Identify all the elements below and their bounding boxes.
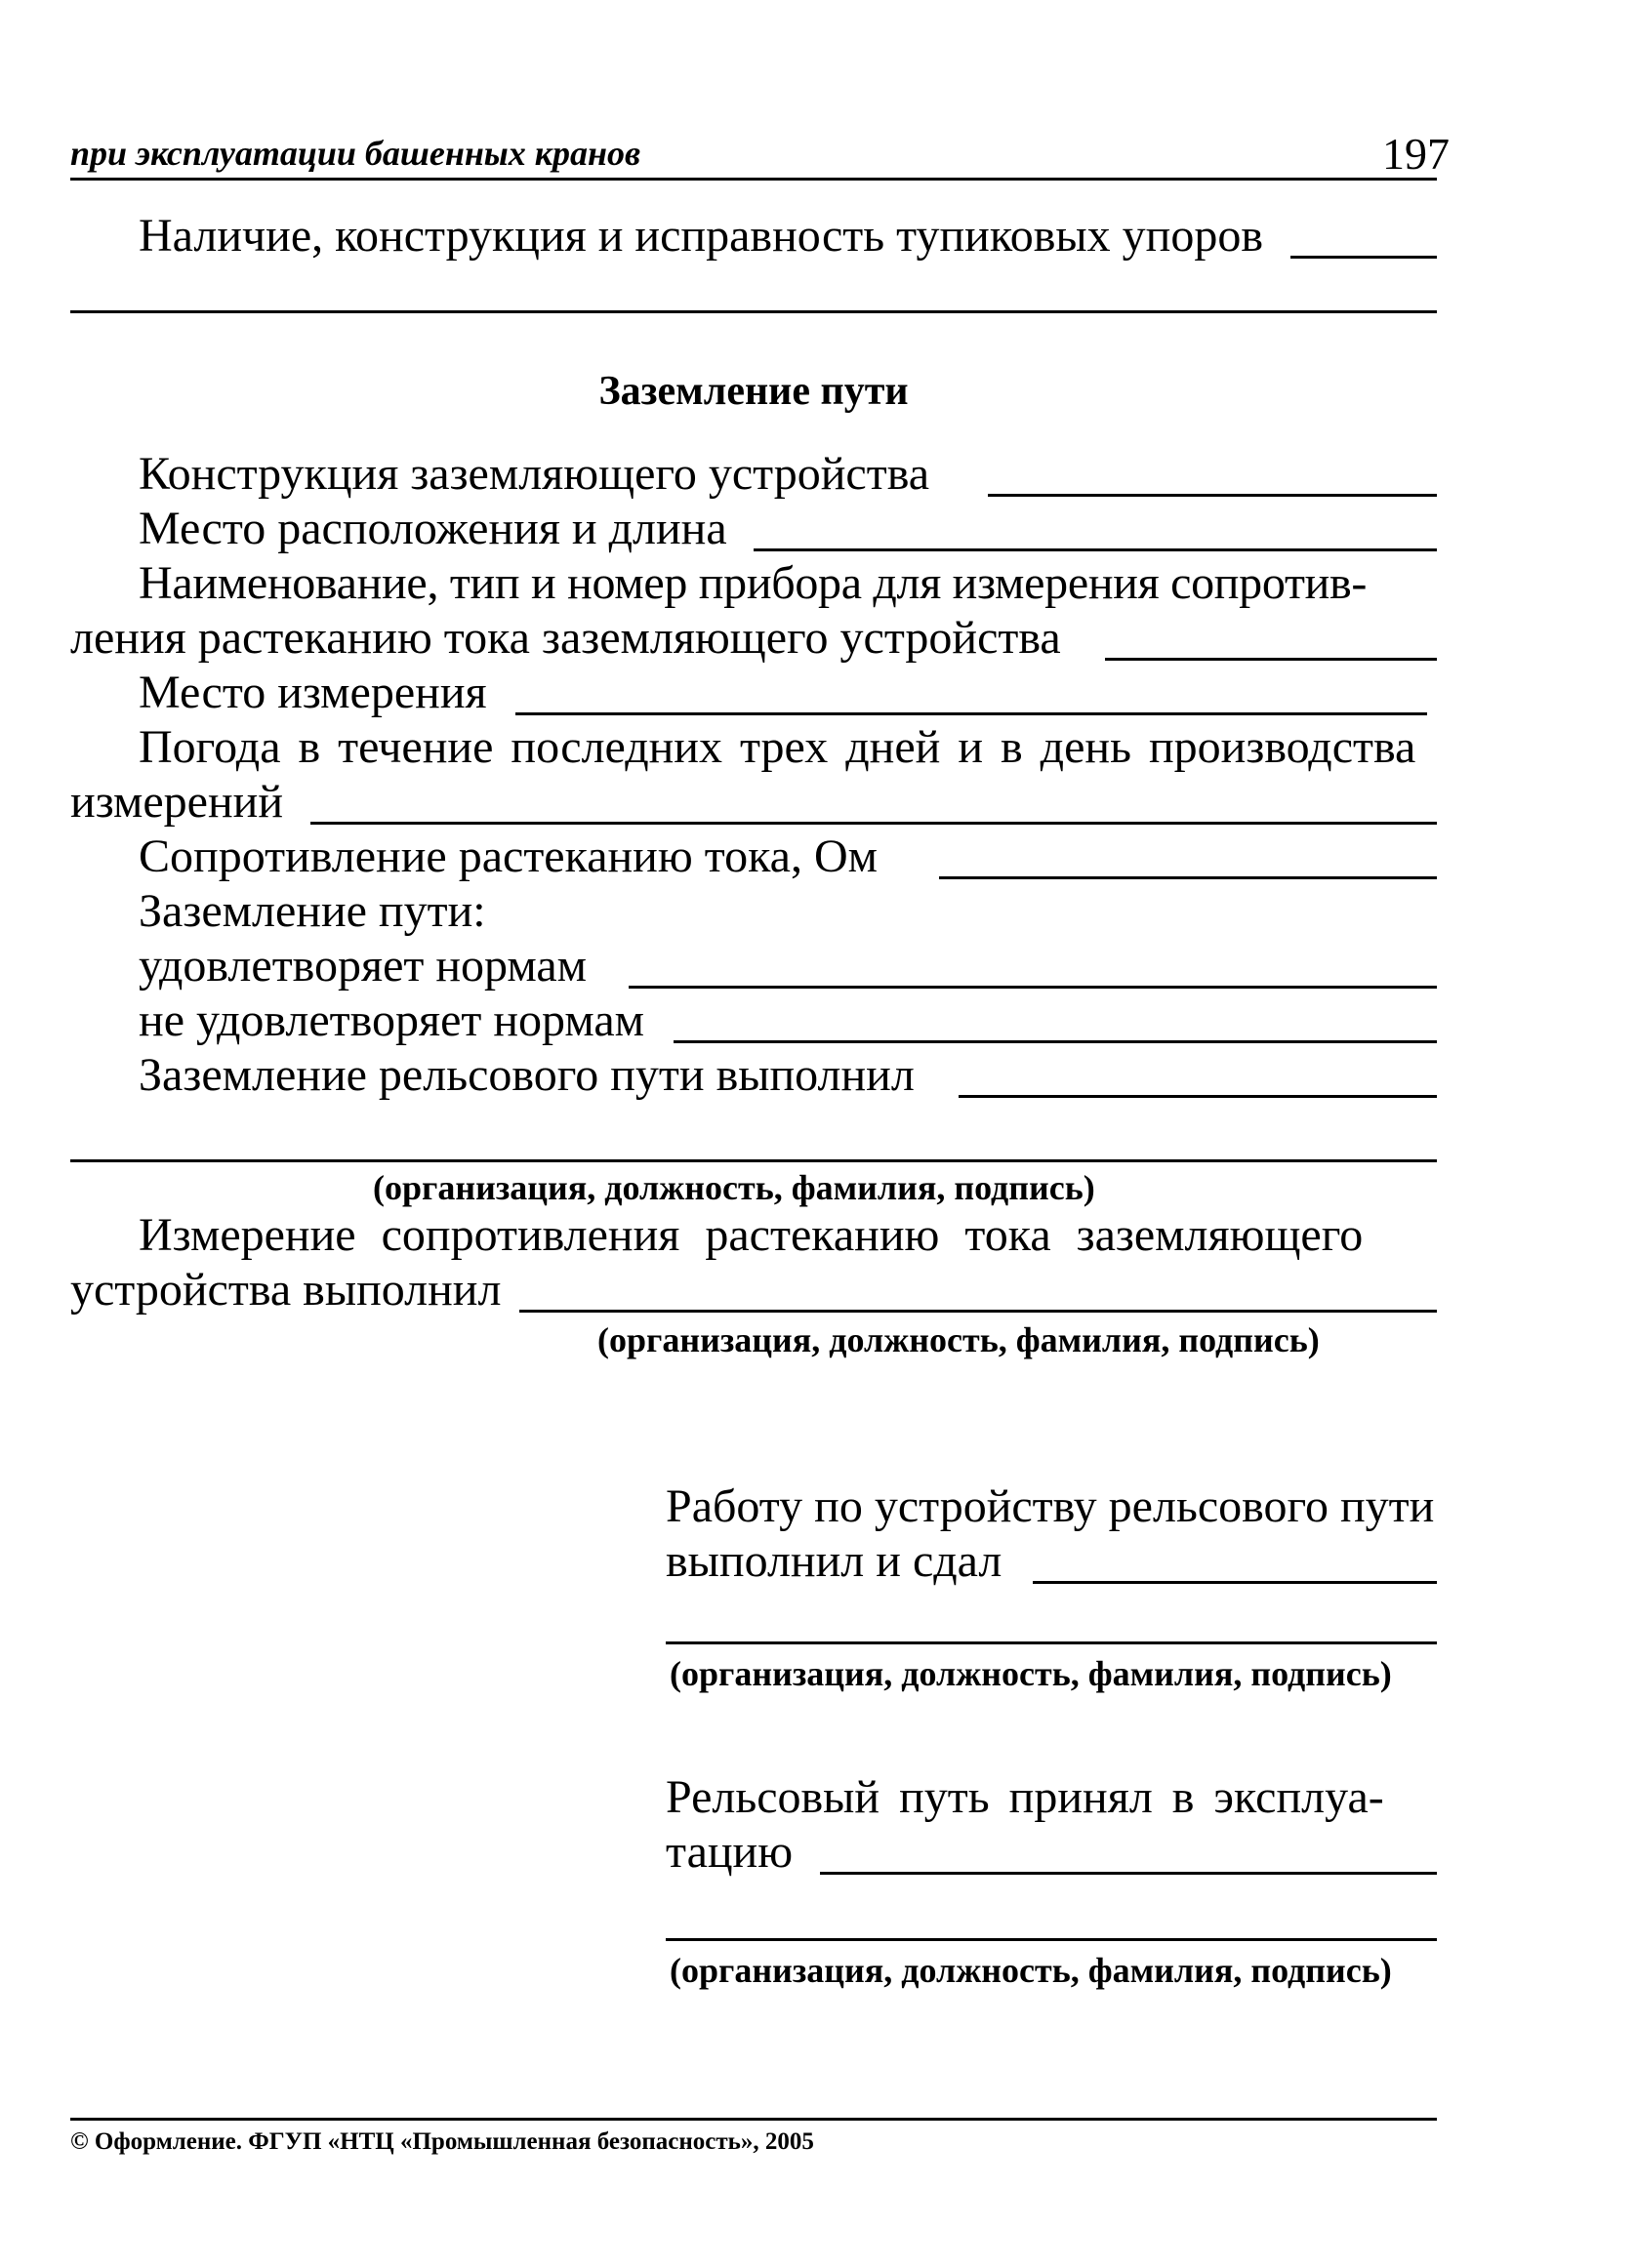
- copyright: © Оформление. ФГУП «НТЦ «Промышленная безопасность», 2005: [70, 2128, 814, 2155]
- resistance-label: Сопротивление растеканию тока, Ом: [139, 830, 879, 882]
- weather-line-1: Погода в течение последних трех дней и в день производства: [139, 721, 1416, 773]
- work-blank-full: [666, 1641, 1437, 1644]
- instrument-line-2: ления растеканию тока заземляющего устройства: [70, 612, 1061, 664]
- accept-blank-full: [666, 1938, 1437, 1941]
- instrument-line-1: Наименование, тип и номер прибора для измерения сопротив-: [139, 557, 1368, 609]
- not-meets-norms-blank: [674, 1040, 1437, 1043]
- accept-line-2: тацию: [666, 1826, 794, 1878]
- footer-rule: [70, 2118, 1437, 2121]
- meets-norms-label: удовлетворяет нормам: [139, 940, 588, 992]
- grounding-done-blank-full: [70, 1159, 1437, 1162]
- header-rule: [70, 178, 1437, 181]
- stops-blank-full: [70, 310, 1437, 313]
- accept-blank: [820, 1872, 1437, 1875]
- grounding-label: Заземление пути:: [139, 885, 486, 937]
- measure-place-label: Место измерения: [139, 667, 487, 718]
- resistance-blank: [939, 876, 1437, 879]
- weather-blank: [310, 822, 1437, 825]
- work-blank: [1033, 1581, 1437, 1584]
- location-length-blank: [754, 548, 1437, 551]
- stops-text: Наличие, конструкция и исправность тупиковых упоров: [139, 210, 1263, 262]
- section-title: Заземление пути: [598, 369, 909, 414]
- meets-norms-blank: [629, 986, 1437, 989]
- caption-1: (организация, должность, фамилия, подпись): [373, 1168, 1095, 1207]
- page-number: 197: [1382, 129, 1450, 179]
- stops-blank: [1290, 256, 1437, 259]
- work-line-1: Работу по устройству рельсового пути: [666, 1480, 1435, 1532]
- measurement-blank: [519, 1310, 1437, 1313]
- caption-2: (организация, должность, фамилия, подпись): [597, 1320, 1320, 1359]
- measurement-line-1: Измерение сопротивления растеканию тока заземляющего: [139, 1209, 1364, 1261]
- measure-place-blank: [515, 712, 1427, 715]
- weather-line-2: измерений: [70, 776, 284, 828]
- work-line-2: выполнил и сдал: [666, 1535, 1002, 1587]
- grounding-device-blank: [988, 494, 1437, 497]
- instrument-blank: [1105, 658, 1437, 661]
- not-meets-norms-label: не удовлетворяет нормам: [139, 994, 645, 1046]
- caption-4: (организация, должность, фамилия, подпись): [670, 1951, 1392, 1990]
- measurement-line-2: устройства выполнил: [70, 1264, 502, 1316]
- accept-line-1: Рельсовый путь принял в эксплуа-: [666, 1771, 1384, 1823]
- location-length-label: Место расположения и длина: [139, 503, 727, 554]
- grounding-done-label: Заземление рельсового пути выполнил: [139, 1049, 915, 1101]
- running-title: при эксплуатации башенных кранов: [70, 134, 641, 173]
- grounding-device-label: Конструкция заземляющего устройства: [139, 448, 930, 500]
- grounding-done-blank: [959, 1095, 1437, 1098]
- caption-3: (организация, должность, фамилия, подпись): [670, 1654, 1392, 1693]
